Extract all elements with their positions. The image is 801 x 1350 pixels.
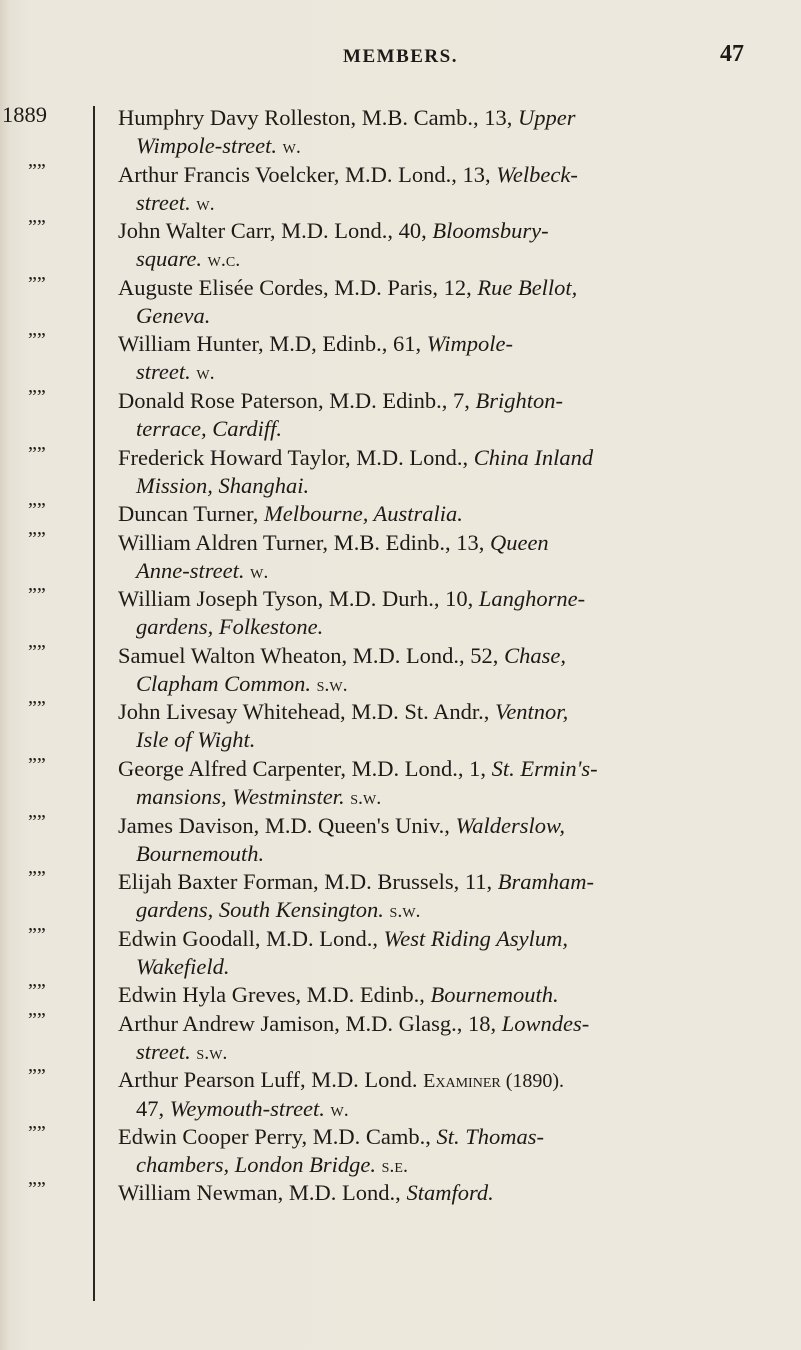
member-entry	[118, 500, 768, 528]
address-place: Wimpole-	[426, 331, 514, 357]
address-place: Bournemouth.	[430, 982, 559, 1008]
ditto-mark: ””	[28, 442, 46, 465]
address-place-cont: square.	[136, 246, 203, 272]
entry-continuation	[118, 557, 768, 586]
ditto-mark: ””	[28, 810, 46, 833]
member-entry	[118, 1010, 768, 1067]
entry-line	[118, 1066, 768, 1095]
year-label: 1889	[2, 102, 47, 127]
member-entry	[118, 1066, 768, 1124]
address-place-cont: chambers, London Bridge.	[136, 1151, 376, 1177]
examiner-note: Examiner (1890).	[423, 1070, 565, 1093]
postal-district: w.c.	[207, 249, 241, 272]
member-name: William Hunter, M.D, Edinb., 61,	[118, 331, 422, 357]
postal-district: w.	[330, 1099, 349, 1122]
address-place: St. Ermin's-	[491, 755, 598, 781]
address-place: Bramham-	[497, 869, 595, 895]
member-name: William Newman, M.D. Lond.,	[118, 1180, 401, 1206]
address-place-cont: Geneva.	[136, 302, 211, 328]
entry-line	[118, 812, 768, 840]
address-place: Bloomsbury-	[432, 218, 549, 244]
member-name: James Davison, M.D. Queen's Univ.,	[118, 812, 450, 838]
address-place-cont: Isle of Wight.	[136, 727, 256, 753]
ditto-mark: ””	[28, 216, 46, 239]
address-place-cont: street.	[136, 189, 191, 215]
member-entry	[118, 444, 768, 500]
ditto-mark: ””	[28, 527, 46, 550]
member-name: Elijah Baxter Forman, M.D. Brussels, 11,	[118, 869, 493, 895]
entry-line	[118, 642, 768, 670]
member-name: Humphry Davy Rolleston, M.B. Camb., 13,	[118, 105, 513, 130]
member-entry	[118, 1123, 768, 1180]
entry-continuation	[118, 1095, 768, 1124]
ditto-mark: ””	[28, 1008, 46, 1031]
entry-line	[118, 529, 768, 557]
member-name: Samuel Walton Wheaton, M.D. Lond., 52,	[118, 642, 499, 668]
address-place-cont: Wakefield.	[136, 953, 230, 979]
member-entry	[118, 274, 768, 330]
member-entry	[118, 585, 768, 641]
member-name: Edwin Goodall, M.D. Lond.,	[118, 925, 378, 951]
address-place-cont: street.	[136, 1038, 191, 1064]
entry-continuation	[118, 1151, 768, 1180]
ditto-mark: ””	[28, 159, 46, 182]
address-place: Melbourne, Australia.	[263, 501, 463, 527]
member-entry	[118, 104, 768, 161]
member-entry	[118, 161, 768, 218]
entry-continuation	[118, 840, 768, 868]
entry-line	[118, 274, 768, 302]
postal-district: s.e.	[381, 1154, 408, 1177]
postal-district: w.	[250, 560, 269, 583]
column-rule	[93, 106, 95, 1301]
entry-continuation	[118, 670, 768, 699]
entry-continuation	[118, 189, 768, 218]
address-place-cont: Bournemouth.	[136, 840, 265, 866]
entry-line	[118, 755, 768, 783]
entry-continuation	[118, 613, 768, 641]
ditto-mark: ””	[28, 867, 46, 890]
address-place: Stamford.	[406, 1180, 494, 1206]
entry-line	[118, 698, 768, 726]
address-place: Welbeck-	[496, 161, 578, 187]
entry-line	[118, 585, 768, 613]
entry-line	[118, 925, 768, 953]
member-name: Donald Rose Paterson, M.D. Edinb., 7,	[118, 388, 470, 413]
address-place: Rue Bellot,	[477, 274, 578, 300]
ditto-mark: ””	[28, 697, 46, 720]
entry-continuation	[118, 302, 768, 330]
member-name: William Joseph Tyson, M.D. Durh., 10,	[118, 586, 474, 612]
member-entry	[118, 1179, 768, 1207]
ditto-mark: ””	[28, 499, 46, 522]
page-title: MEMBERS.	[343, 46, 458, 67]
entry-line	[118, 161, 768, 189]
entry-line	[118, 330, 768, 358]
ditto-mark: ””	[28, 584, 46, 607]
address-place-cont: Anne-street.	[136, 557, 245, 583]
member-entry	[118, 529, 768, 586]
member-entry	[118, 981, 768, 1009]
address-place-cont: Weymouth-street.	[169, 1096, 325, 1122]
member-name: Edwin Cooper Perry, M.D. Camb.,	[118, 1123, 431, 1149]
member-entry	[118, 698, 768, 754]
ditto-mark: ””	[28, 640, 46, 663]
address-place-cont: terrace, Cardiff.	[136, 416, 283, 441]
ditto-mark: ””	[28, 980, 46, 1003]
address-place: Queen	[489, 529, 549, 555]
address-number: 47,	[136, 1096, 165, 1122]
entry-line	[118, 1123, 768, 1151]
entry-continuation	[118, 953, 768, 981]
address-place-cont: Wimpole-street.	[136, 133, 278, 158]
member-name: John Livesay Whitehead, M.D. St. Andr.,	[118, 699, 490, 725]
member-name: Auguste Elisée Cordes, M.D. Paris, 12,	[118, 274, 472, 300]
address-place-cont: gardens, South Kensington.	[136, 897, 384, 923]
address-place-cont: Mission, Shanghai.	[136, 472, 310, 498]
address-place-cont: mansions, Westminster.	[136, 783, 345, 809]
entry-line	[118, 444, 768, 472]
ditto-mark: ””	[28, 1121, 46, 1144]
member-name: Arthur Andrew Jamison, M.D. Glasg., 18,	[118, 1010, 497, 1036]
postal-district: w.	[196, 192, 215, 215]
ditto-mark: ””	[28, 272, 46, 295]
entry-line	[118, 1010, 768, 1038]
entry-continuation	[118, 1038, 768, 1067]
address-place: Chase,	[504, 642, 566, 668]
entry-continuation	[118, 783, 768, 812]
member-name: Arthur Francis Voelcker, M.D. Lond., 13,	[118, 161, 491, 187]
member-entry	[118, 330, 768, 387]
postal-district: s.w.	[389, 900, 421, 923]
page-number: 47	[720, 41, 744, 67]
postal-district: s.w.	[350, 786, 382, 809]
ditto-mark: ””	[28, 1178, 46, 1201]
entry-line	[118, 104, 768, 132]
address-place: Brighton-	[475, 388, 563, 413]
member-name: John Walter Carr, M.D. Lond., 40,	[118, 218, 427, 244]
entry-continuation	[118, 726, 768, 754]
member-name: Arthur Pearson Luff, M.D. Lond.	[118, 1067, 418, 1093]
address-place: Walderslow,	[455, 812, 565, 838]
ditto-mark: ””	[28, 386, 46, 408]
entry-line	[118, 387, 768, 415]
member-entry	[118, 642, 768, 699]
running-header	[0, 41, 801, 86]
entry-line	[118, 1179, 768, 1207]
address-place-cont: street.	[136, 359, 191, 385]
entry-line	[118, 500, 768, 528]
member-name: Edwin Hyla Greves, M.D. Edinb.,	[118, 982, 425, 1008]
address-place: Ventnor,	[495, 699, 569, 725]
entry-continuation	[118, 358, 768, 387]
entry-continuation	[118, 472, 768, 500]
address-place-cont: gardens, Folkestone.	[136, 614, 324, 640]
member-entry	[118, 387, 768, 443]
address-place: China Inland	[473, 444, 594, 470]
postal-district: w.	[196, 362, 215, 385]
member-name: George Alfred Carpenter, M.D. Lond., 1,	[118, 755, 486, 781]
entry-line	[118, 981, 768, 1009]
member-name: Frederick Howard Taylor, M.D. Lond.,	[118, 444, 469, 470]
entry-line	[118, 217, 768, 245]
entry-continuation	[118, 132, 768, 161]
postal-district: s.w.	[196, 1041, 228, 1064]
address-place-cont: Clapham Common.	[136, 670, 312, 696]
address-place: Lowndes-	[501, 1010, 590, 1036]
address-place: West Riding Asylum,	[383, 925, 568, 951]
entry-continuation	[118, 415, 768, 443]
entry-continuation	[118, 896, 768, 925]
member-entry	[118, 755, 768, 812]
ditto-mark: ””	[28, 1065, 46, 1088]
member-entry	[118, 217, 768, 274]
postal-district: s.w.	[316, 673, 348, 696]
address-place: St. Thomas-	[436, 1123, 545, 1149]
entry-line	[118, 868, 768, 896]
entry-continuation	[118, 245, 768, 274]
member-entry	[118, 925, 768, 981]
ditto-mark: ””	[28, 923, 46, 946]
address-place: Upper	[518, 105, 576, 130]
ditto-mark: ””	[28, 329, 46, 352]
member-name: Duncan Turner,	[118, 501, 259, 527]
address-place: Langhorne-	[478, 586, 586, 612]
ditto-mark: ””	[28, 753, 46, 776]
postal-district: w.	[282, 136, 301, 158]
member-name: William Aldren Turner, M.B. Edinb., 13,	[118, 529, 485, 555]
member-entry	[118, 812, 768, 868]
member-entry	[118, 868, 768, 925]
